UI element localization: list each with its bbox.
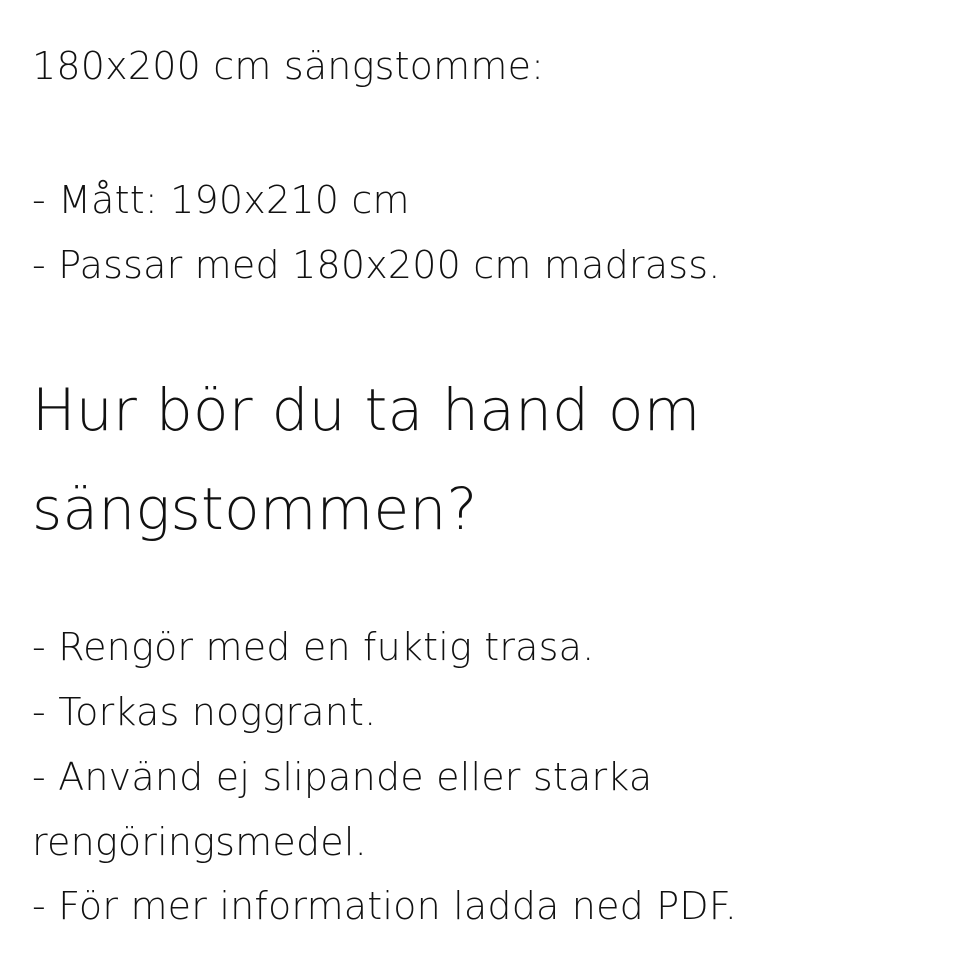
care-heading-line-1: Hur bör du ta hand om <box>32 376 701 444</box>
care-instruction-no-abrasive-line-1: - Använd ej slipande eller starka <box>32 755 653 799</box>
mattress-fit-spec: - Passar med 180x200 cm madrass. <box>32 243 721 287</box>
care-instruction-pdf: - För mer information ladda ned PDF. <box>32 884 738 928</box>
dimension-spec: - Mått: 190x210 cm <box>32 178 410 222</box>
care-instruction-no-abrasive-line-2: rengöringsmedel. <box>32 820 367 864</box>
care-heading-line-2: sängstommen? <box>32 475 478 543</box>
care-instruction-clean: - Rengör med en fuktig trasa. <box>32 625 595 669</box>
bed-frame-size-title: 180x200 cm sängstomme: <box>32 44 545 88</box>
care-instruction-dry: - Torkas noggrant. <box>32 690 377 734</box>
